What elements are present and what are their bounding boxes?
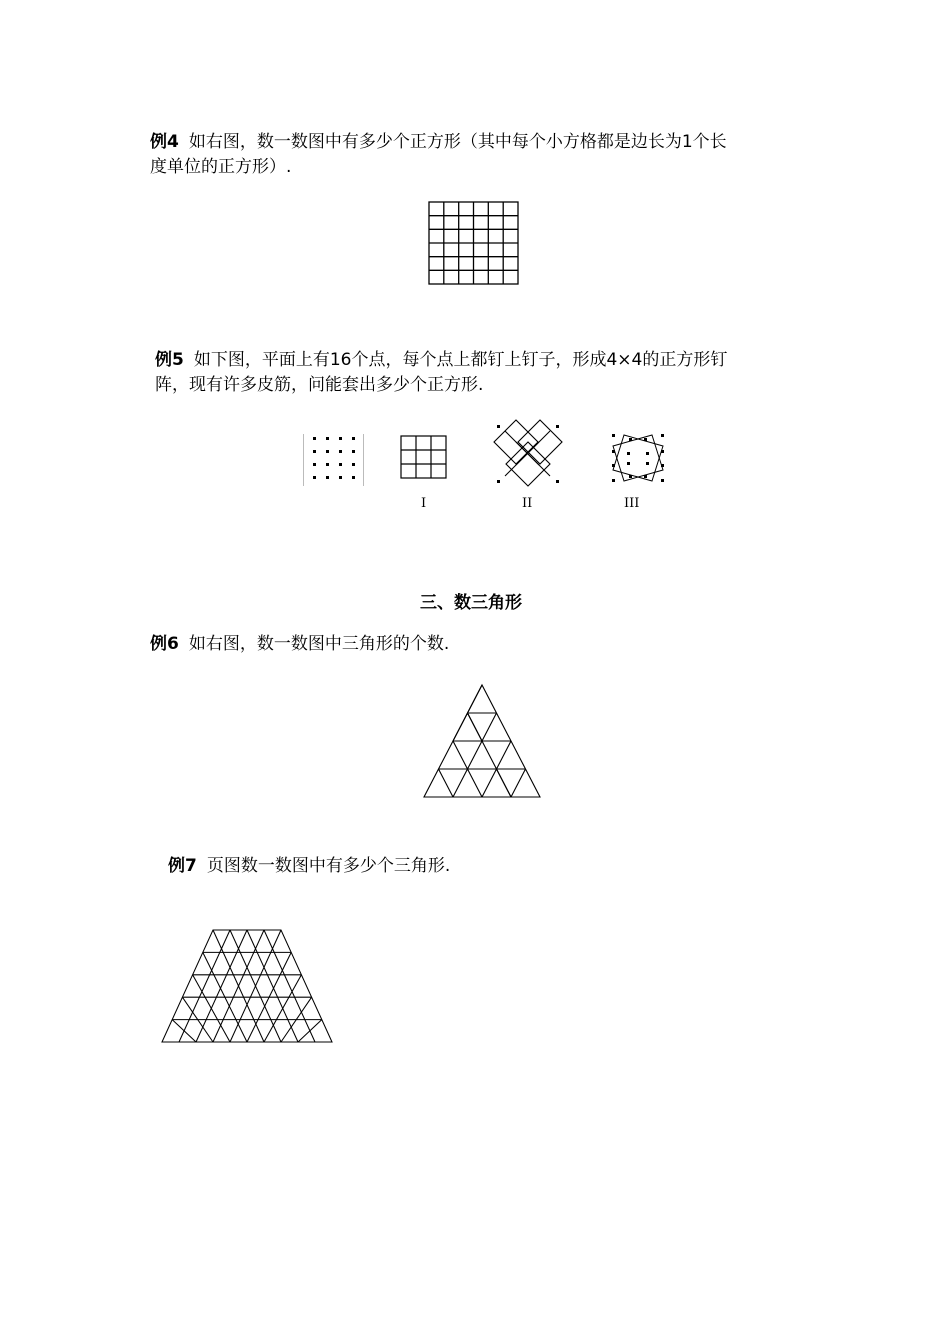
ex4-line2: 度单位的正方形）.	[150, 157, 292, 177]
ex4-grid-figure	[428, 201, 520, 285]
ex7-label: 例7	[168, 856, 197, 876]
ex6-triangle-figure	[420, 683, 544, 799]
ex5-line1	[155, 348, 727, 373]
section-title: 三、数三角形	[420, 593, 522, 613]
ex4-line1	[150, 130, 727, 155]
ex5-line2: 阵，现有许多皮筋，问能套出多少个正方形.	[155, 375, 484, 395]
ex5-label: 例5	[155, 350, 184, 370]
ex7-trapezoid-figure	[160, 928, 336, 1046]
ex5-caption-I: I	[421, 496, 427, 511]
ex7-text: 页图数一数图中有多少个三角形.	[206, 856, 451, 876]
ex4-text-line1: 如右图，数一数图中有多少个正方形（其中每个小方格都是边长为1个长	[188, 132, 727, 152]
ex5-dot-array	[303, 432, 365, 490]
ex6-text: 如右图，数一数图中三角形的个数.	[188, 634, 450, 654]
ex4-label: 例4	[150, 132, 179, 152]
ex5-text-line1: 如下图，平面上有16个点，每个点上都钉上钉子，形成4×4的正方形钉	[193, 350, 728, 370]
ex6-line	[150, 632, 449, 657]
ex7-line	[168, 854, 450, 879]
ex5-figure-III	[610, 432, 666, 484]
ex5-caption-II: II	[522, 496, 533, 511]
ex5-caption-III: III	[624, 496, 640, 511]
ex6-label: 例6	[150, 634, 179, 654]
ex5-figure-II	[492, 418, 568, 490]
ex5-figure-I	[400, 435, 448, 480]
